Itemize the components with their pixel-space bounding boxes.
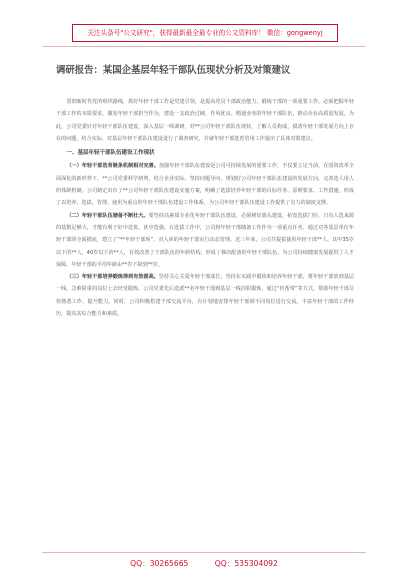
subsection-3 xyxy=(56,271,354,320)
subsection-1 xyxy=(56,160,354,209)
subsection-3-heading: （三）年轻干部培养锻炼得到有效提高。 xyxy=(66,274,159,281)
subsection-1-body: 加强年轻干部队伍建设是公司可持续发展的重要工作，不仅要立足当前，在国资改革全面深化的新形势下，**公司党委科学研判，结合企业实际，坚持问题导向，规划好公司年轻干部队伍建设的发展方向，完善选人用人的体制机制。公司制定出台了**公司年轻干部队伍建设实施方案，明确了选拔培养年轻干部的目标任务、原则要求、工作措施，形成了以培养、选拔、管理、使用为重点的年轻干部队伍建设工作体系，为公司年轻干部队伍建设工作提供了有力的制度支撑。 xyxy=(56,163,354,207)
intro-paragraph: 贯彻新时代党的组织路线，抓好年轻干部工作是党建引领，是提高党员干部政治能力、锻炼干部的一项重要工作。必须把握年轻干部工作的本质要求，激发年轻干部担当作为，建设一支政治过硬、作风优良、精通业务的年轻干部队伍，推动企业高质量发展。为此，公司党委针对年轻干部队伍建设，深入基层一线调研，对**公司年轻干部队伍现状，了解人员构成，摸清年轻干部发展方向上存在的问题，结合实际，对基层年轻干部队伍建设进行了调查研究，并就年轻干部选育管用工作提出了具体对策建议。 xyxy=(56,99,354,142)
subsection-2-body: 要坚持高素质专业化年轻干部队伍建设，必须树好源头建设，拓宽选拔门径，只有人选来源的基数足够大，才能有利于好中选优、优中选强。在选拔工作中，公司将年轻干部储备工作作为一项重点任务，通过对各基层单位年轻干部的全面摸底，建立了“**年轻干部库”，对入库的年轻干部实行动态管理。近三年来，公司共提拔使用年轻干部**人，其中35岁以下的**人，40岁以下的**人，有效改善了干部队伍的年龄结构，形成了梯次配备的年轻干部队伍，为公司持续健康发展提供了人才保障。年轻干部的平均年龄由**岁下降到**岁。 xyxy=(56,212,354,268)
document-title: 调研报告：某国企基层年轻干部队伍现状分析及对策建议 xyxy=(56,65,291,76)
footer xyxy=(0,558,408,569)
subsection-1-heading: （一）年轻干部选育链条机制相对完善。 xyxy=(66,163,159,170)
subsection-2-heading: （二）年轻干部队伍储备不断壮大。 xyxy=(66,212,149,219)
header-divider xyxy=(42,46,366,47)
document-body xyxy=(56,96,354,320)
footer-divider xyxy=(42,552,366,553)
footer-qq: QQ：30265665 xyxy=(130,559,189,568)
promo-banner: 关注头条号"公文研究"，获得最新最全最专业的公文资料库！ 微信：gongwenyj xyxy=(72,24,338,42)
subsection-2 xyxy=(56,210,354,271)
subsection-3-body: 坚持关心关爱年轻干部成长，坚持在实践中锻炼和培养年轻干部，将年轻干部放到基层一线、急难险重的岗位上去经受锻炼。公司党委先后选派**名年轻干部到基层一线挂职锻炼，通过“传帮带”等方式，帮助年轻干部尽快熟悉工作、提升能力。同时，公司积极搭建干部交流平台，有计划地安排年轻干部到不同岗位进行交流，丰富年轻干部的工作经历，提高其综合能力和素质。 xyxy=(56,274,354,318)
footer-qq-2: QQ：535304092 xyxy=(214,559,278,568)
section-heading: 一、基层年轻干部队伍建设工作现状 xyxy=(66,150,155,157)
